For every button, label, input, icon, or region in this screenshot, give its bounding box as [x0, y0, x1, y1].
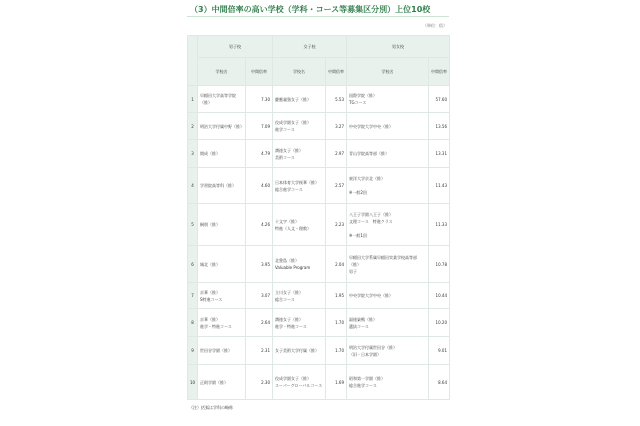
table-row	[188, 365, 450, 400]
coed-header: 男女校	[347, 36, 450, 58]
boys-school-name: 世田谷学園（推）	[198, 337, 246, 365]
girls-school-name: 潤徳女子（推） 進学・特進コース	[273, 309, 326, 337]
table-row	[188, 309, 450, 337]
girls-school-name: 日本体育大学桜華（推） 総合進学コース	[273, 168, 326, 204]
girls-school-name: 佼成学園女子（推） 進学コース	[273, 113, 326, 140]
boys-header: 男子校	[198, 36, 273, 58]
rank-cell: 7	[188, 283, 198, 309]
coed-school-name: 中央学院大学中央（推）	[347, 283, 429, 309]
girls-school-name: 潤徳女子（推） 美術コース	[273, 140, 326, 168]
coed-rate: 11.33	[429, 204, 450, 246]
footnote: （注）括弧は学科の略称	[189, 405, 233, 410]
table-row	[188, 204, 450, 246]
boys-rate: 7.30	[246, 86, 273, 113]
girls-rate: 2.23	[326, 204, 347, 246]
rank-cell: 9	[188, 337, 198, 365]
coed-rate: 13.56	[429, 113, 450, 140]
boys-school-name: 桐朋（推）	[198, 204, 246, 246]
boys-rate: 4.26	[246, 204, 273, 246]
girls-header: 女子校	[273, 36, 347, 58]
name-header: 学校名	[347, 58, 429, 86]
boys-school-name: 明治大学付属中野（推）	[198, 113, 246, 140]
rate-header: 中間倍率	[429, 58, 450, 86]
boys-school-name: 早稲田大学高等学院（推）	[198, 86, 246, 113]
boys-rate: 3.07	[246, 283, 273, 309]
boys-school-name: 京華（推） 進学・特進コース	[198, 309, 246, 337]
unit-label: （単位：倍）	[423, 23, 447, 28]
table-row	[188, 283, 450, 309]
girls-rate: 1.70	[326, 309, 347, 337]
coed-rate: 10.20	[429, 309, 450, 337]
coed-school-name: 昭和第一学園（推） 総合進学コース	[347, 365, 429, 400]
girls-rate: 5.53	[326, 86, 347, 113]
coed-rate: 13.31	[429, 140, 450, 168]
boys-school-name: 学習院高等科（推）	[198, 168, 246, 204]
rank-cell: 3	[188, 140, 198, 168]
boys-school-name: 開成（推）	[198, 140, 246, 168]
boys-rate: 4.60	[246, 168, 273, 204]
coed-rate: 57.60	[429, 86, 450, 113]
coed-rate: 11.43	[429, 168, 450, 204]
boys-rate: 3.95	[246, 246, 273, 283]
boys-school-name: 京華（推） S特進コース	[198, 283, 246, 309]
girls-rate: 2.04	[326, 246, 347, 283]
table-row	[188, 140, 450, 168]
boys-rate: 7.09	[246, 113, 273, 140]
boys-rate: 2.64	[246, 309, 273, 337]
table-row	[188, 86, 450, 113]
table-row	[188, 168, 450, 204]
coed-school-name: 国際学院（推） TGコース	[347, 86, 429, 113]
table-row	[188, 246, 450, 283]
rank-cell: 8	[188, 309, 198, 337]
boys-school-name: 城北（推）	[198, 246, 246, 283]
girls-rate: 1.70	[326, 337, 347, 365]
rank-header	[188, 36, 198, 86]
rate-header: 中間倍率	[326, 58, 347, 86]
rank-cell: 5	[188, 204, 198, 246]
coed-rate: 10.44	[429, 283, 450, 309]
boys-rate: 2.31	[246, 337, 273, 365]
girls-school-name: 十文字（推） 特進（人文・理数）	[273, 204, 326, 246]
rank-cell: 4	[188, 168, 198, 204]
ranking-table	[187, 35, 450, 400]
page-title: （3）中間倍率の高い学校（学科・コース等募集区分別）上位10校	[190, 5, 431, 14]
coed-school-name: 中央学院大学中央（推）	[347, 113, 429, 140]
rank-cell: 6	[188, 246, 198, 283]
girls-rate: 1.69	[326, 365, 347, 400]
boys-rate: 2.30	[246, 365, 273, 400]
girls-rate: 3.27	[326, 113, 347, 140]
girls-school-name: 佼成学園女子（推） スーパーグローバルコース	[273, 365, 326, 400]
boys-rate: 4.79	[246, 140, 273, 168]
coed-school-name: 八王子学園八王子（推） 文理コース 特進クラス ※一般1回	[347, 204, 429, 246]
coed-school-name: 明治大学付属世田谷（推） （旧・日本学園）	[347, 337, 429, 365]
title-divider	[187, 16, 449, 17]
name-header: 学校名	[198, 58, 246, 86]
girls-rate: 1.95	[326, 283, 347, 309]
table-row	[188, 113, 450, 140]
rate-header: 中間倍率	[246, 58, 273, 86]
girls-rate: 2.57	[326, 168, 347, 204]
boys-school-name: 正則学園（推）	[198, 365, 246, 400]
rank-cell: 10	[188, 365, 198, 400]
coed-rate: 8.64	[429, 365, 450, 400]
name-header: 学校名	[273, 58, 326, 86]
girls-rate: 2.97	[326, 140, 347, 168]
coed-rate: 10.78	[429, 246, 450, 283]
coed-school-name: 東洋大学京北（推） ※一般2回	[347, 168, 429, 204]
rank-cell: 1	[188, 86, 198, 113]
coed-school-name: 青山学院高等部（推）	[347, 140, 429, 168]
girls-school-name: 女子美術大学付属（推）	[273, 337, 326, 365]
coed-rate: 9.01	[429, 337, 450, 365]
girls-school-name: 北豊島（推） Valuable Program	[273, 246, 326, 283]
coed-school-name: 淑徳巣鴨（推） 選抜コース	[347, 309, 429, 337]
girls-school-name: 慶應義塾女子（推）	[273, 86, 326, 113]
coed-school-name: 早稲田大学系属早稲田実業学校高等部（推） 男子	[347, 246, 429, 283]
table-row	[188, 337, 450, 365]
rank-cell: 2	[188, 113, 198, 140]
girls-school-name: 立川女子（推） 総合コース	[273, 283, 326, 309]
